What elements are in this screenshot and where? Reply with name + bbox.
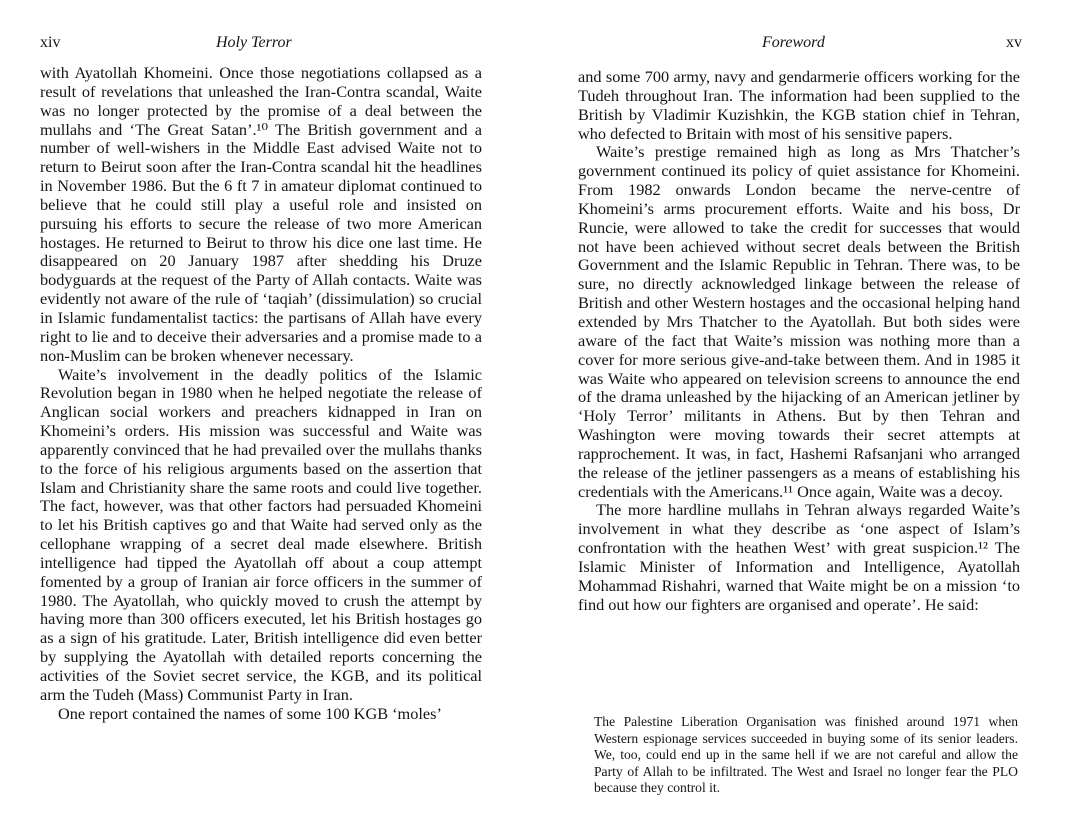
left-folio: xiv [40,34,61,51]
right-body-text [578,68,1020,614]
right-running-title: Foreword [762,34,825,51]
right-folio: xv [1006,34,1022,51]
block-quote-text: The Palestine Liberation Organisation was finished around 1971 when Western espionage services succeeded in buying some of its senior leaders. We, too, could end up in the same hell if we are not careful and allow the Party of Allah to be infiltrated. The West and Israel no longer fear the PLO because they control it. [594,714,1018,796]
left-paragraph-2: Waite’s involvement in the deadly politics of the Islamic Revolution began in 1980 when he helped negotiate the release of Anglican social workers and preachers kidnapped in Iran on Khomeini’s orders. His mission was successful and Waite was apparently convinced that he had prevailed over the mullahs thanks to the force of his religious arguments based on the assertion that Islam and Christianity share the same roots and could live together. The fact, however, was that other factors had persuaded Khomeini to let his British captives go and that Waite had served only as the cellophane wrapping of a secret deal made elsewhere. British intelligence had tipped the Ayatollah off about a coup attempt fomented by a group of Iranian air force officers in the summer of 1980. The Ayatollah, who quickly moved to crush the attempt by having more than 300 officers executed, let his British hostages go as a sign of his gratitude. Later, British intelligence did even better by supplying the Ayatollah with detailed reports concerning the activities of the Soviet secret service, the KGB, and its political arm the Tudeh (Mass) Communist Party in Iran. [40,364,482,704]
left-body-text [40,64,482,724]
left-paragraph-3: One report contained the names of some 100 KGB ‘moles’ [58,703,442,723]
left-running-title: Holy Terror [216,34,292,51]
right-paragraph-2: Waite’s prestige remained high as long as Mrs Thatcher’s government continued its policy of quiet assistance for Khomeini. From 1982 onwards London became the nerve-centre of Khomeini’s arms procurement efforts. Waite and his boss, Dr Runcie, were allowed to take the credit for successes that would not have been achieved without secret deals between the British Government and the Islamic Republic in Tehran. There was, to be sure, no directly acknowledged linkage between the release of British and other Western hostages and the occasional helping hand extended by Mrs Thatcher to the Ayatollah. But both sides were aware of the fact that Waite’s mission was nothing more than a cover for more serious give-and-take between them. And in 1985 it was Waite who appeared on television screens to announce the end of the drama unleashed by the hijacking of an American jetliner by ‘Holy Terror’ militants in Athens. But by then Tehran and Washington were moving towards their secret attempts at rapprochement. It was, in fact, Hashemi Rafsanjani who arranged the release of the jetliner passengers as a means of establishing his credentials with the Americans.¹¹ Once again, Waite was a decoy. [578,142,1020,501]
right-running-head [578,34,1020,56]
block-quote [594,714,1018,797]
right-paragraph-3: The more hardline mullahs in Tehran always regarded Waite’s involvement in what they describe as ‘one aspect of Islam’s confrontation with the heathen West’ with great suspicion.¹² The Islamic Minister of Information and Intelligence, Ayatollah Mohammad Rishahri, warned that Waite might be on a mission ‘to find out how our fighters are organised and operate’. He said: [578,500,1020,614]
right-paragraph-1: and some 700 army, navy and gendarmerie officers working for the Tudeh throughout Iran. The information had been supplied to the British by Vladimir Kuzishkin, the KGB station chief in Tehran, who defected to Britain with most of his sensitive papers. [578,67,1020,143]
left-paragraph-1: with Ayatollah Khomeini. Once those negotiations collapsed as a result of revelations that unleashed the Iran-Contra scandal, Waite was no longer protected by the promise of a deal between the mullahs and ‘The Great Satan’.¹⁰ The British government and a number of well-wishers in the Middle East advised Waite not to return to Beirut soon after the Iran-Contra scandal hit the headlines in November 1986. But the 6 ft 7 in amateur diplomat continued to believe that he could still play a useful role and insisted on pursuing his efforts to secure the release of two more American hostages. He returned to Beirut to throw his dice one last time. He disappeared on 20 January 1987 after shedding his Druze bodyguards at the request of the Party of Allah contacts. Waite was evidently not aware of the rule of ‘taqiah’ (dissimulation) so crucial in Islamic fundamentalist tactics: the partisans of Allah have every right to lie and to deceive their adversaries and a promise made to a non-Muslim can be broken whenever necessary. [40,63,482,365]
left-running-head [40,34,482,56]
